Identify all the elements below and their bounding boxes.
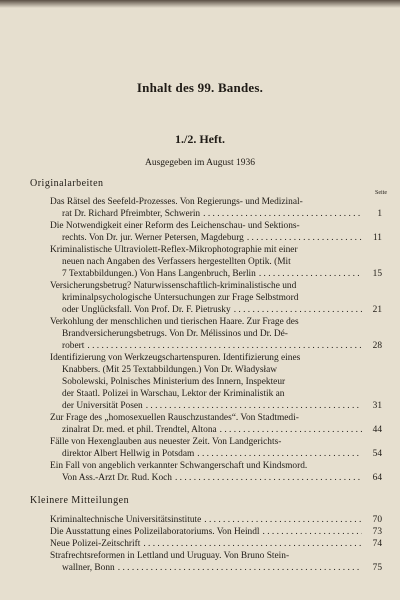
toc-page-number: 1 [377,209,382,219]
toc-line: zinalrat Dr. med. et phil. Trendtel, Altona . . . [62,424,362,436]
toc-page-number: 54 [372,449,382,459]
toc-line: Ein Fall von angeblich verkannter Schwangerschaft und Kindsmord. [50,461,308,471]
toc-line: Die Notwendigkeit einer Reform des Leichenschau- und Sektions- [50,221,300,231]
page-column-label: Seite [375,190,387,196]
issue-heading: 1./2. Heft. [175,132,225,146]
toc-line: Kriminalistische Ultraviolett-Reflex-Mikrophotographie mit einer [50,245,298,255]
toc-line: Kriminaltechnische Universitätsinstitute . . . [50,514,362,526]
toc-line: der Staatl. Polizei in Warschau, Lektor der Kriminalistik an [62,389,285,399]
issue-date: Ausgegeben im August 1936 [144,158,256,168]
section-original-articles: Originalarbeiten [30,178,104,189]
volume-title: Inhalt des 99. Bandes. [136,80,264,95]
toc-line: Versicherungsbetrug? Naturwissenschaftlich-kriminalistische und [50,281,297,291]
toc-page-number: 74 [372,539,382,549]
toc-line: Brandversicherungsbetrugs. Von Dr. Mélissinos und Dr. Dé- [62,329,288,339]
toc-line: direktor Albert Hellwig in Potsdam . . . [62,448,362,460]
toc-line: der Universität Posen . . . [62,400,362,412]
toc-page-number: 44 [372,425,382,435]
toc-line: Strafrechtsreformen in Lettland und Uruguay. Von Bruno Stein- [50,551,290,561]
toc-line: 7 Textabbildungen.) Von Hans Langenbruch, Berlin . . . [62,268,362,280]
toc-line: Neue Polizei-Zeitschrift . . . [50,538,362,550]
toc-page-number: 73 [372,527,382,537]
toc-page-number: 15 [372,269,382,279]
toc-line: Sobolewski, Polnisches Ministerium des Innern, Inspekteur [62,377,286,387]
toc-line: Knabbers. (Mit 25 Textabbildungen.) Von Dr. Władysław [62,365,278,375]
toc-page-number: 64 [372,473,382,483]
toc-line: oder Unglücksfall. Von Prof. Dr. F. Pietrusky . . . [62,304,362,316]
toc-line: Verkohlung der menschlichen und tierischen Haare. Zur Frage des [50,317,299,327]
toc-page-number: 31 [372,401,382,411]
toc-line: Von Ass.-Arzt Dr. Rud. Koch . . . [62,472,362,484]
toc-line: Zur Frage des „homosexuellen Rauschzustandes“. Von Stadtmedi- [50,413,299,423]
page-edge-shadow [0,0,400,8]
toc-page-number: 75 [372,563,382,573]
section-minor-notes: Kleinere Mitteilungen [30,495,130,506]
toc-line: kriminalpsychologische Untersuchungen zur Frage Selbstmord [62,293,299,303]
toc-page-number: 70 [372,515,382,525]
toc-page-number: 11 [372,233,382,243]
toc-line: Fälle von Hexenglauben aus neuester Zeit. Von Landgerichts- [50,437,282,447]
toc-line: rat Dr. Richard Pfreimbter, Schwerin . . . [62,208,362,220]
toc-line: Das Rätsel des Seefeld-Prozesses. Von Regierungs- und Medizinal- [50,197,303,207]
toc-line: Identifizierung von Werkzeugschartenspuren. Identifizierung eines [50,353,301,363]
toc-page-number: 28 [372,341,382,351]
toc-line: neuen nach Angaben des Verfassers hergestellten Optik. (Mit [62,257,291,267]
toc-line: wallner, Bonn . . . [62,562,362,574]
toc-page-number: 21 [372,305,382,315]
toc-line: Die Ausstattung eines Polizeilaboratoriums. Von Heindl . . . [50,526,362,538]
toc-line: rechts. Von Dr. jur. Werner Petersen, Magdeburg . . . [62,232,362,244]
toc-line: robert . . . [62,340,362,352]
